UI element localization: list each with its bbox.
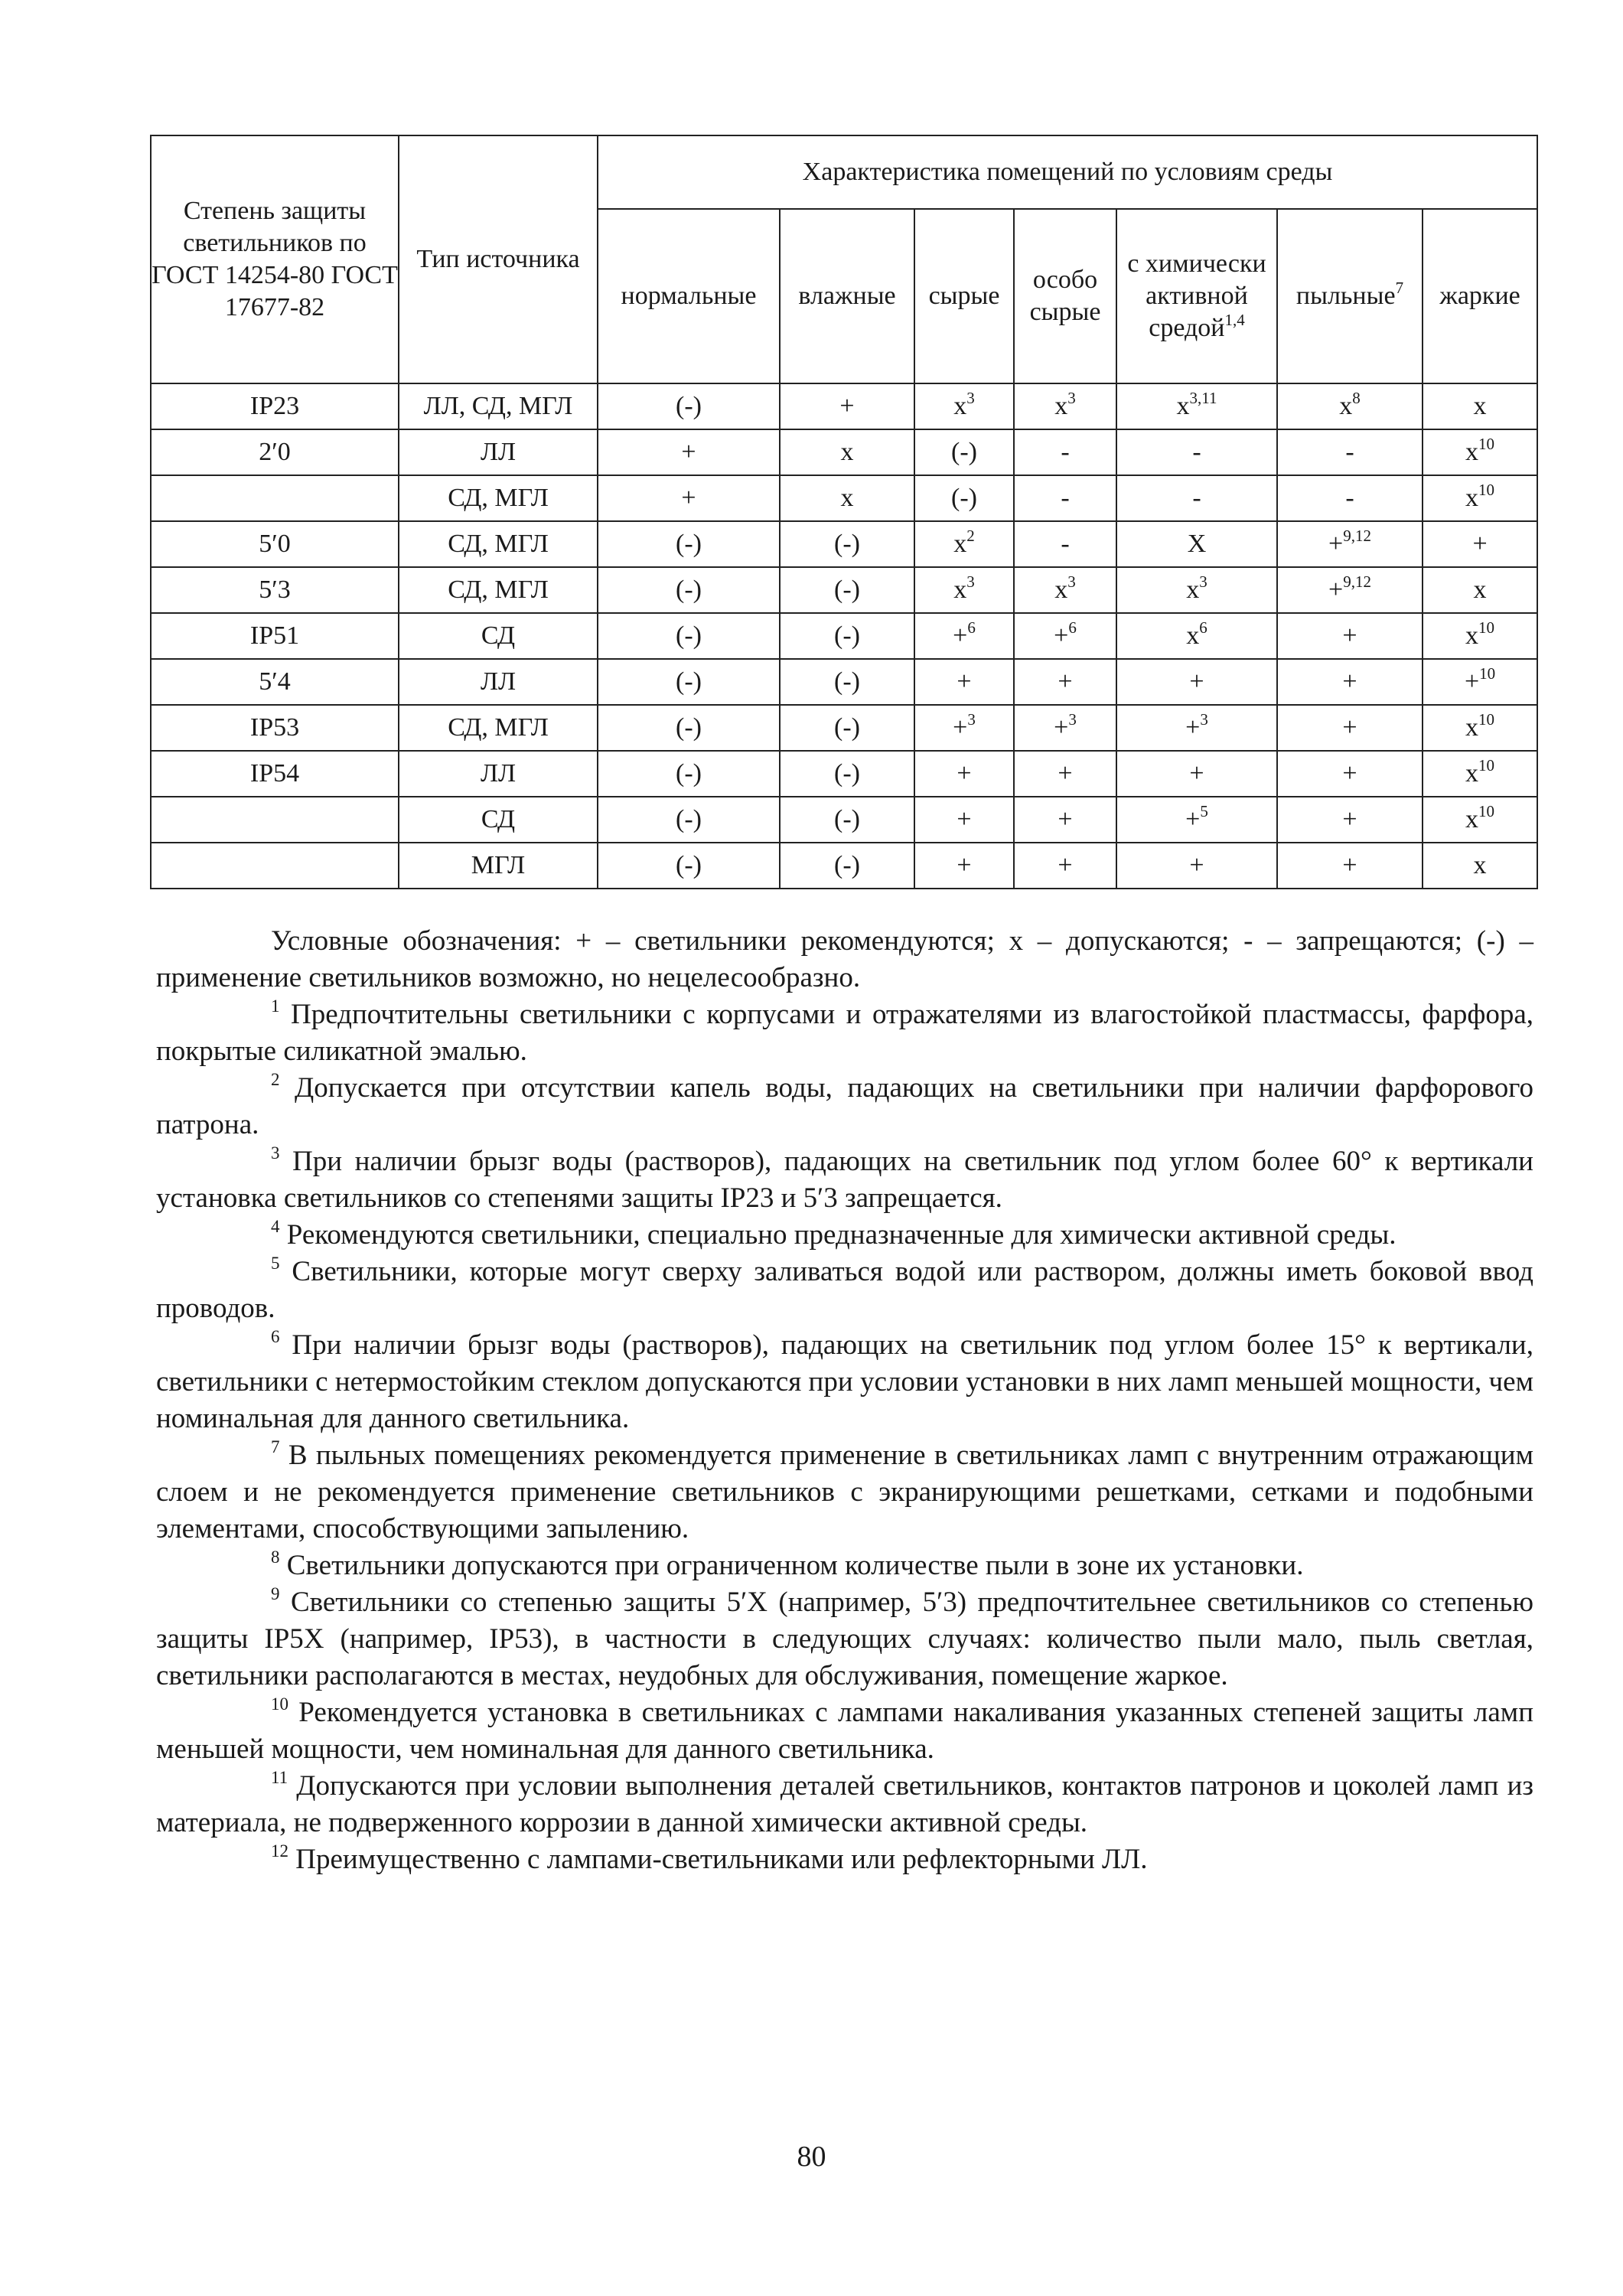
cell-rating: $х^{3,11}$ (1116, 383, 1277, 429)
superscript-ref: 3,11 (1189, 388, 1217, 407)
cell-rating: (-) (914, 475, 1014, 521)
footnote-text: Рекомендуется установка в светильниках с лампами накаливания указанных степеней защиты ламп меньшей мощности, чем номинальная для данного светильника. (156, 1697, 1533, 1765)
superscript-ref: 9,12 (1343, 526, 1371, 545)
cell-rating: $х^3$ (1014, 567, 1116, 613)
table-row (151, 613, 1537, 659)
cell-rating: $х^3$ (914, 567, 1014, 613)
cell-rating: (-) (780, 797, 914, 843)
superscript-ref: 6 (1199, 618, 1207, 637)
footnote-text: Допускаются при условии выполнения деталей светильников, контактов патронов и цоколей ламп из материала, не подверженного коррозии в данной химически активной среды. (156, 1770, 1533, 1838)
cell-rating: (-) (780, 613, 914, 659)
cell-rating: +$^3$ (1014, 705, 1116, 751)
cell-rating: (-) (780, 567, 914, 613)
footnote-number: 9 (271, 1583, 280, 1603)
cell-rating: - (1116, 475, 1277, 521)
cell-rating: - (1014, 429, 1116, 475)
cell-rating: +$^3$ (1116, 705, 1277, 751)
footnote-text: Рекомендуются светильники, специально предназначенные для химически активной среды. (279, 1219, 1396, 1251)
footnote (156, 1768, 1533, 1841)
cell-rating: (-) (780, 705, 914, 751)
cell-rating: + (1014, 843, 1116, 889)
footnote-number: 12 (271, 1841, 288, 1861)
table-row (151, 797, 1537, 843)
superscript-ref: 10 (1478, 618, 1495, 637)
footnote-text: В пыльных помещениях рекомендуется применение в светильниках ламп с внутренним отражающим слоем и не рекомендуется применение светильников с экранирующими решетками, сетками и подобными элементами, способствующими запылению. (156, 1440, 1533, 1544)
superscript-ref: 9,12 (1343, 572, 1371, 591)
superscript-ref: 7 (1395, 278, 1404, 297)
cell-rating: (-) (598, 843, 780, 889)
footnote-number: 7 (271, 1437, 280, 1456)
cell-rating: +$^6$ (1014, 613, 1116, 659)
cell-rating: - (1277, 429, 1423, 475)
cell-rating: $х^3$ (1014, 383, 1116, 429)
column-header: сырые (914, 209, 1014, 383)
cell-rating: (-) (598, 383, 780, 429)
cell-protection-degree (151, 843, 399, 889)
cell-rating: $х^{10}$ (1423, 475, 1537, 521)
cell-rating: (-) (914, 429, 1014, 475)
table-row (151, 705, 1537, 751)
cell-rating: + (598, 475, 780, 521)
cell-rating: $х^{10}$ (1423, 751, 1537, 797)
notes-section (156, 923, 1533, 1878)
cell-rating: (-) (598, 797, 780, 843)
superscript-ref: 6 (967, 618, 976, 637)
cell-rating: +$^3$ (914, 705, 1014, 751)
cell-rating: (-) (780, 521, 914, 567)
cell-rating: + (914, 843, 1014, 889)
cell-source-type: СД, МГЛ (399, 475, 598, 521)
column-header: с химически активной средой$^{1,4}$ (1116, 209, 1277, 383)
footnote-number: 11 (271, 1767, 288, 1787)
legend-text: Условные обозначения: + – светильники рекомендуются; х – допускаются; - – запрещаются; (-) – применение светильников возможно, но нецелесообразно. (156, 925, 1533, 993)
superscript-ref: 3 (1067, 572, 1076, 591)
footnote-number: 6 (271, 1326, 280, 1346)
column-header: влажные (780, 209, 914, 383)
footnote (156, 1437, 1533, 1548)
cell-rating: х (780, 429, 914, 475)
footnote-text: Светильники допускаются при ограниченном количестве пыли в зоне их установки. (279, 1550, 1304, 1581)
cell-rating: Х (1116, 521, 1277, 567)
header-environment-group: Характеристика помещений по условиям среды (598, 135, 1537, 209)
cell-protection-degree (151, 475, 399, 521)
cell-protection-degree: 5′3 (151, 567, 399, 613)
cell-rating: х (1423, 843, 1537, 889)
cell-rating: +$^{9,12}$ (1277, 521, 1423, 567)
header-protection-degree: Степень защиты светильников по ГОСТ 14254-80 ГОСТ 17677-82 (151, 135, 399, 383)
superscript-ref: 8 (1352, 388, 1361, 407)
footnotes-list (156, 996, 1533, 1878)
cell-rating: +$^6$ (914, 613, 1014, 659)
cell-rating: + (1277, 613, 1423, 659)
cell-rating: - (1014, 475, 1116, 521)
column-header: нормальные (598, 209, 780, 383)
cell-rating: +$^{10}$ (1423, 659, 1537, 705)
table-row (151, 475, 1537, 521)
footnote (156, 1548, 1533, 1584)
table-row (151, 751, 1537, 797)
cell-rating: х (1423, 567, 1537, 613)
cell-protection-degree: IP51 (151, 613, 399, 659)
cell-rating: + (780, 383, 914, 429)
cell-rating: х (780, 475, 914, 521)
cell-source-type: СД, МГЛ (399, 567, 598, 613)
superscript-ref: 6 (1068, 618, 1077, 637)
table-row (151, 521, 1537, 567)
column-header: пыльные$^7$ (1277, 209, 1423, 383)
table-row (151, 383, 1537, 429)
footnote-text: Предпочтительны светильники с корпусами и отражателями из влагостойкой пластмассы, фарфора, покрытые силикатной эмалью. (156, 999, 1533, 1067)
cell-rating: + (1014, 659, 1116, 705)
cell-rating: $х^6$ (1116, 613, 1277, 659)
cell-rating: - (1014, 521, 1116, 567)
cell-rating: + (1014, 797, 1116, 843)
cell-rating: + (1277, 751, 1423, 797)
footnote-text: При наличии брызг воды (растворов), падающих на светильник под углом более 15° к вертикали, светильники с нетермостойким стеклом допускаются при условии установки в них ламп меньшей мощности, чем номинальная для данного светильника. (156, 1329, 1533, 1434)
cell-rating: $х^3$ (914, 383, 1014, 429)
cell-source-type: ЛЛ (399, 751, 598, 797)
footnote-number: 5 (271, 1253, 280, 1273)
cell-rating: + (1277, 705, 1423, 751)
cell-protection-degree: 2′0 (151, 429, 399, 475)
cell-rating: (-) (780, 843, 914, 889)
superscript-ref: 3 (1068, 709, 1077, 729)
cell-rating: (-) (780, 751, 914, 797)
cell-protection-degree: 5′0 (151, 521, 399, 567)
cell-rating: (-) (598, 659, 780, 705)
cell-rating: $х^{10}$ (1423, 797, 1537, 843)
superscript-ref: 10 (1478, 480, 1495, 499)
footnote-text: При наличии брызг воды (растворов), падающих на светильник под углом более 60° к вертикали установка светильников со степенями защиты IP23 и 5′3 запрещается. (156, 1146, 1533, 1214)
cell-rating: + (1423, 521, 1537, 567)
cell-rating: +$^5$ (1116, 797, 1277, 843)
cell-source-type: ЛЛ (399, 659, 598, 705)
superscript-ref: 3 (967, 709, 976, 729)
table-row (151, 659, 1537, 705)
cell-rating: - (1116, 429, 1277, 475)
footnote (156, 1584, 1533, 1694)
superscript-ref: 3 (1067, 388, 1076, 407)
cell-protection-degree (151, 797, 399, 843)
superscript-ref: 10 (1478, 801, 1495, 820)
cell-rating: (-) (598, 705, 780, 751)
footnote (156, 1143, 1533, 1217)
table-row (151, 567, 1537, 613)
footnote-number: 1 (271, 996, 280, 1016)
cell-source-type: СД, МГЛ (399, 705, 598, 751)
cell-source-type: СД (399, 613, 598, 659)
superscript-ref: 3 (1200, 709, 1208, 729)
cell-rating: (-) (780, 659, 914, 705)
superscript-ref: 10 (1478, 434, 1495, 453)
superscript-ref: 3 (1199, 572, 1207, 591)
superscript-ref: 2 (966, 526, 975, 545)
cell-rating: (-) (598, 567, 780, 613)
footnote (156, 1070, 1533, 1143)
footnote (156, 1254, 1533, 1327)
footnote-number: 10 (271, 1694, 288, 1714)
footnote-text: Светильники со степенью защиты 5′X (например, 5′3) предпочтительнее светильников со степенью защиты IP5X (например, IP53), в частности в следующих случаях: количество пыли мало, пыль светлая, светильники располагаются в местах, неудобных для обслуживания, помещение жаркое. (156, 1587, 1533, 1691)
footnote-text: Допускается при отсутствии капель воды, падающих на светильники при наличии фарфорового патрона. (156, 1072, 1533, 1140)
footnote-number: 4 (271, 1216, 280, 1236)
footnote-number: 2 (271, 1069, 280, 1089)
superscript-ref: 5 (1200, 801, 1208, 820)
cell-protection-degree: 5′4 (151, 659, 399, 705)
superscript-ref: 3 (966, 572, 975, 591)
cell-rating: $х^{10}$ (1423, 429, 1537, 475)
footnote (156, 1217, 1533, 1254)
header-source-type: Тип источника (399, 135, 598, 383)
cell-rating: + (1116, 843, 1277, 889)
footnote (156, 996, 1533, 1070)
table-row (151, 429, 1537, 475)
cell-rating: $х^2$ (914, 521, 1014, 567)
cell-rating: + (914, 751, 1014, 797)
footnote-number: 3 (271, 1143, 280, 1163)
cell-rating: + (914, 659, 1014, 705)
cell-rating: + (1277, 797, 1423, 843)
cell-rating: + (1014, 751, 1116, 797)
superscript-ref: 10 (1478, 755, 1495, 775)
cell-protection-degree: IP23 (151, 383, 399, 429)
column-header: жаркие (1423, 209, 1537, 383)
cell-rating: + (1277, 659, 1423, 705)
cell-rating: + (1116, 751, 1277, 797)
cell-rating: х (1423, 383, 1537, 429)
cell-rating: $х^8$ (1277, 383, 1423, 429)
footnote (156, 1327, 1533, 1437)
cell-rating: $х^3$ (1116, 567, 1277, 613)
column-header: особо сырые (1014, 209, 1116, 383)
cell-rating: +$^{9,12}$ (1277, 567, 1423, 613)
cell-rating: (-) (598, 613, 780, 659)
footnote (156, 1841, 1533, 1878)
cell-source-type: ЛЛ (399, 429, 598, 475)
footnote (156, 1694, 1533, 1768)
cell-protection-degree: IP53 (151, 705, 399, 751)
cell-source-type: СД (399, 797, 598, 843)
superscript-ref: 3 (966, 388, 975, 407)
superscript-ref: 10 (1478, 709, 1495, 729)
cell-rating: $х^{10}$ (1423, 613, 1537, 659)
cell-protection-degree: IP54 (151, 751, 399, 797)
cell-source-type: МГЛ (399, 843, 598, 889)
superscript-ref: 1,4 (1224, 310, 1245, 329)
cell-rating: + (598, 429, 780, 475)
cell-rating: + (1277, 843, 1423, 889)
cell-rating: (-) (598, 521, 780, 567)
cell-rating: (-) (598, 751, 780, 797)
superscript-ref: 10 (1479, 664, 1496, 683)
page-number: 80 (797, 2141, 826, 2173)
luminaire-protection-table (150, 135, 1538, 889)
footnote-number: 8 (271, 1547, 280, 1567)
footnote-text: Светильники, которые могут сверху заливаться водой или раствором, должны иметь боковой ввод проводов. (156, 1256, 1533, 1324)
cell-source-type: СД, МГЛ (399, 521, 598, 567)
cell-rating: - (1277, 475, 1423, 521)
cell-source-type: ЛЛ, СД, МГЛ (399, 383, 598, 429)
cell-rating: $х^{10}$ (1423, 705, 1537, 751)
cell-rating: + (914, 797, 1014, 843)
footnote-text: Преимущественно с лампами-светильниками или рефлекторными ЛЛ. (288, 1844, 1148, 1875)
cell-rating: + (1116, 659, 1277, 705)
table-row (151, 843, 1537, 889)
